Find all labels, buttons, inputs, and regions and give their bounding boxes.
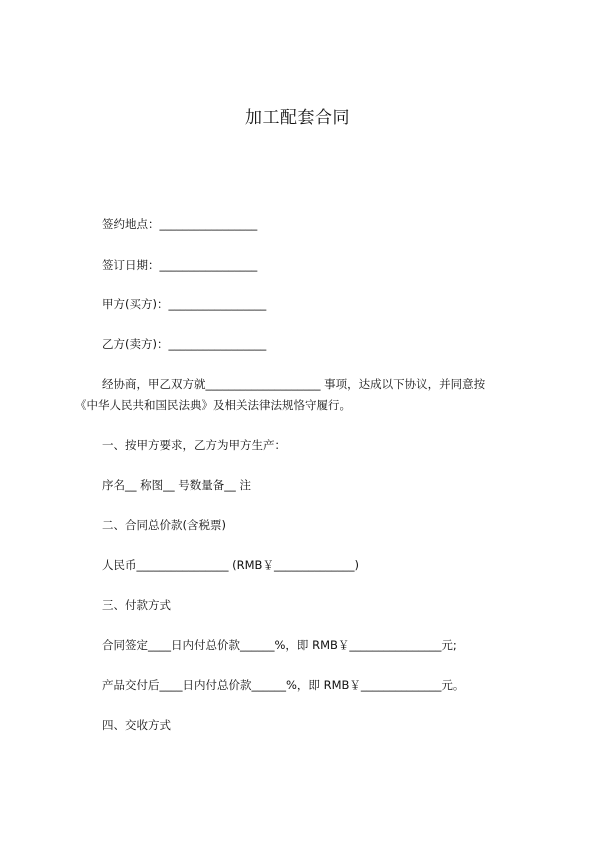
party-b-line: 乙方(卖方)：_________________ xyxy=(102,337,267,351)
section-4-heading: 四、交收方式 xyxy=(102,718,171,732)
total-price-line: 人民币________________ (RMB￥______________) xyxy=(102,558,359,572)
signing-location-line: 签约地点：_________________ xyxy=(102,217,258,231)
signing-date-line: 签订日期：_________________ xyxy=(102,258,258,272)
payment-after-delivery-line: 产品交付后____日内付总价款______%，即 RMB￥______________元。 xyxy=(102,678,465,692)
section-1-heading: 一、按甲方要求，乙方为甲方生产： xyxy=(102,438,286,452)
party-a-line: 甲方(买方)：_________________ xyxy=(102,297,267,311)
agreement-paragraph-line-1: 经协商，甲乙双方就____________________ 事项，达成以下协议，并同意按 xyxy=(102,377,486,391)
document-title: 加工配套合同 xyxy=(245,108,350,128)
section-3-heading: 三、付款方式 xyxy=(102,598,171,612)
agreement-paragraph-line-2: 《中华人民共和国民法典》及相关法律法规恪守履行。 xyxy=(75,398,351,412)
payment-after-signing-line: 合同签定____日内付总价款______%，即 RMB￥________________元; xyxy=(102,638,457,652)
section-2-heading: 二、合同总价款(含税票) xyxy=(102,518,226,532)
item-columns-line: 序名__ 称图__ 号数量备__ 注 xyxy=(102,478,251,492)
